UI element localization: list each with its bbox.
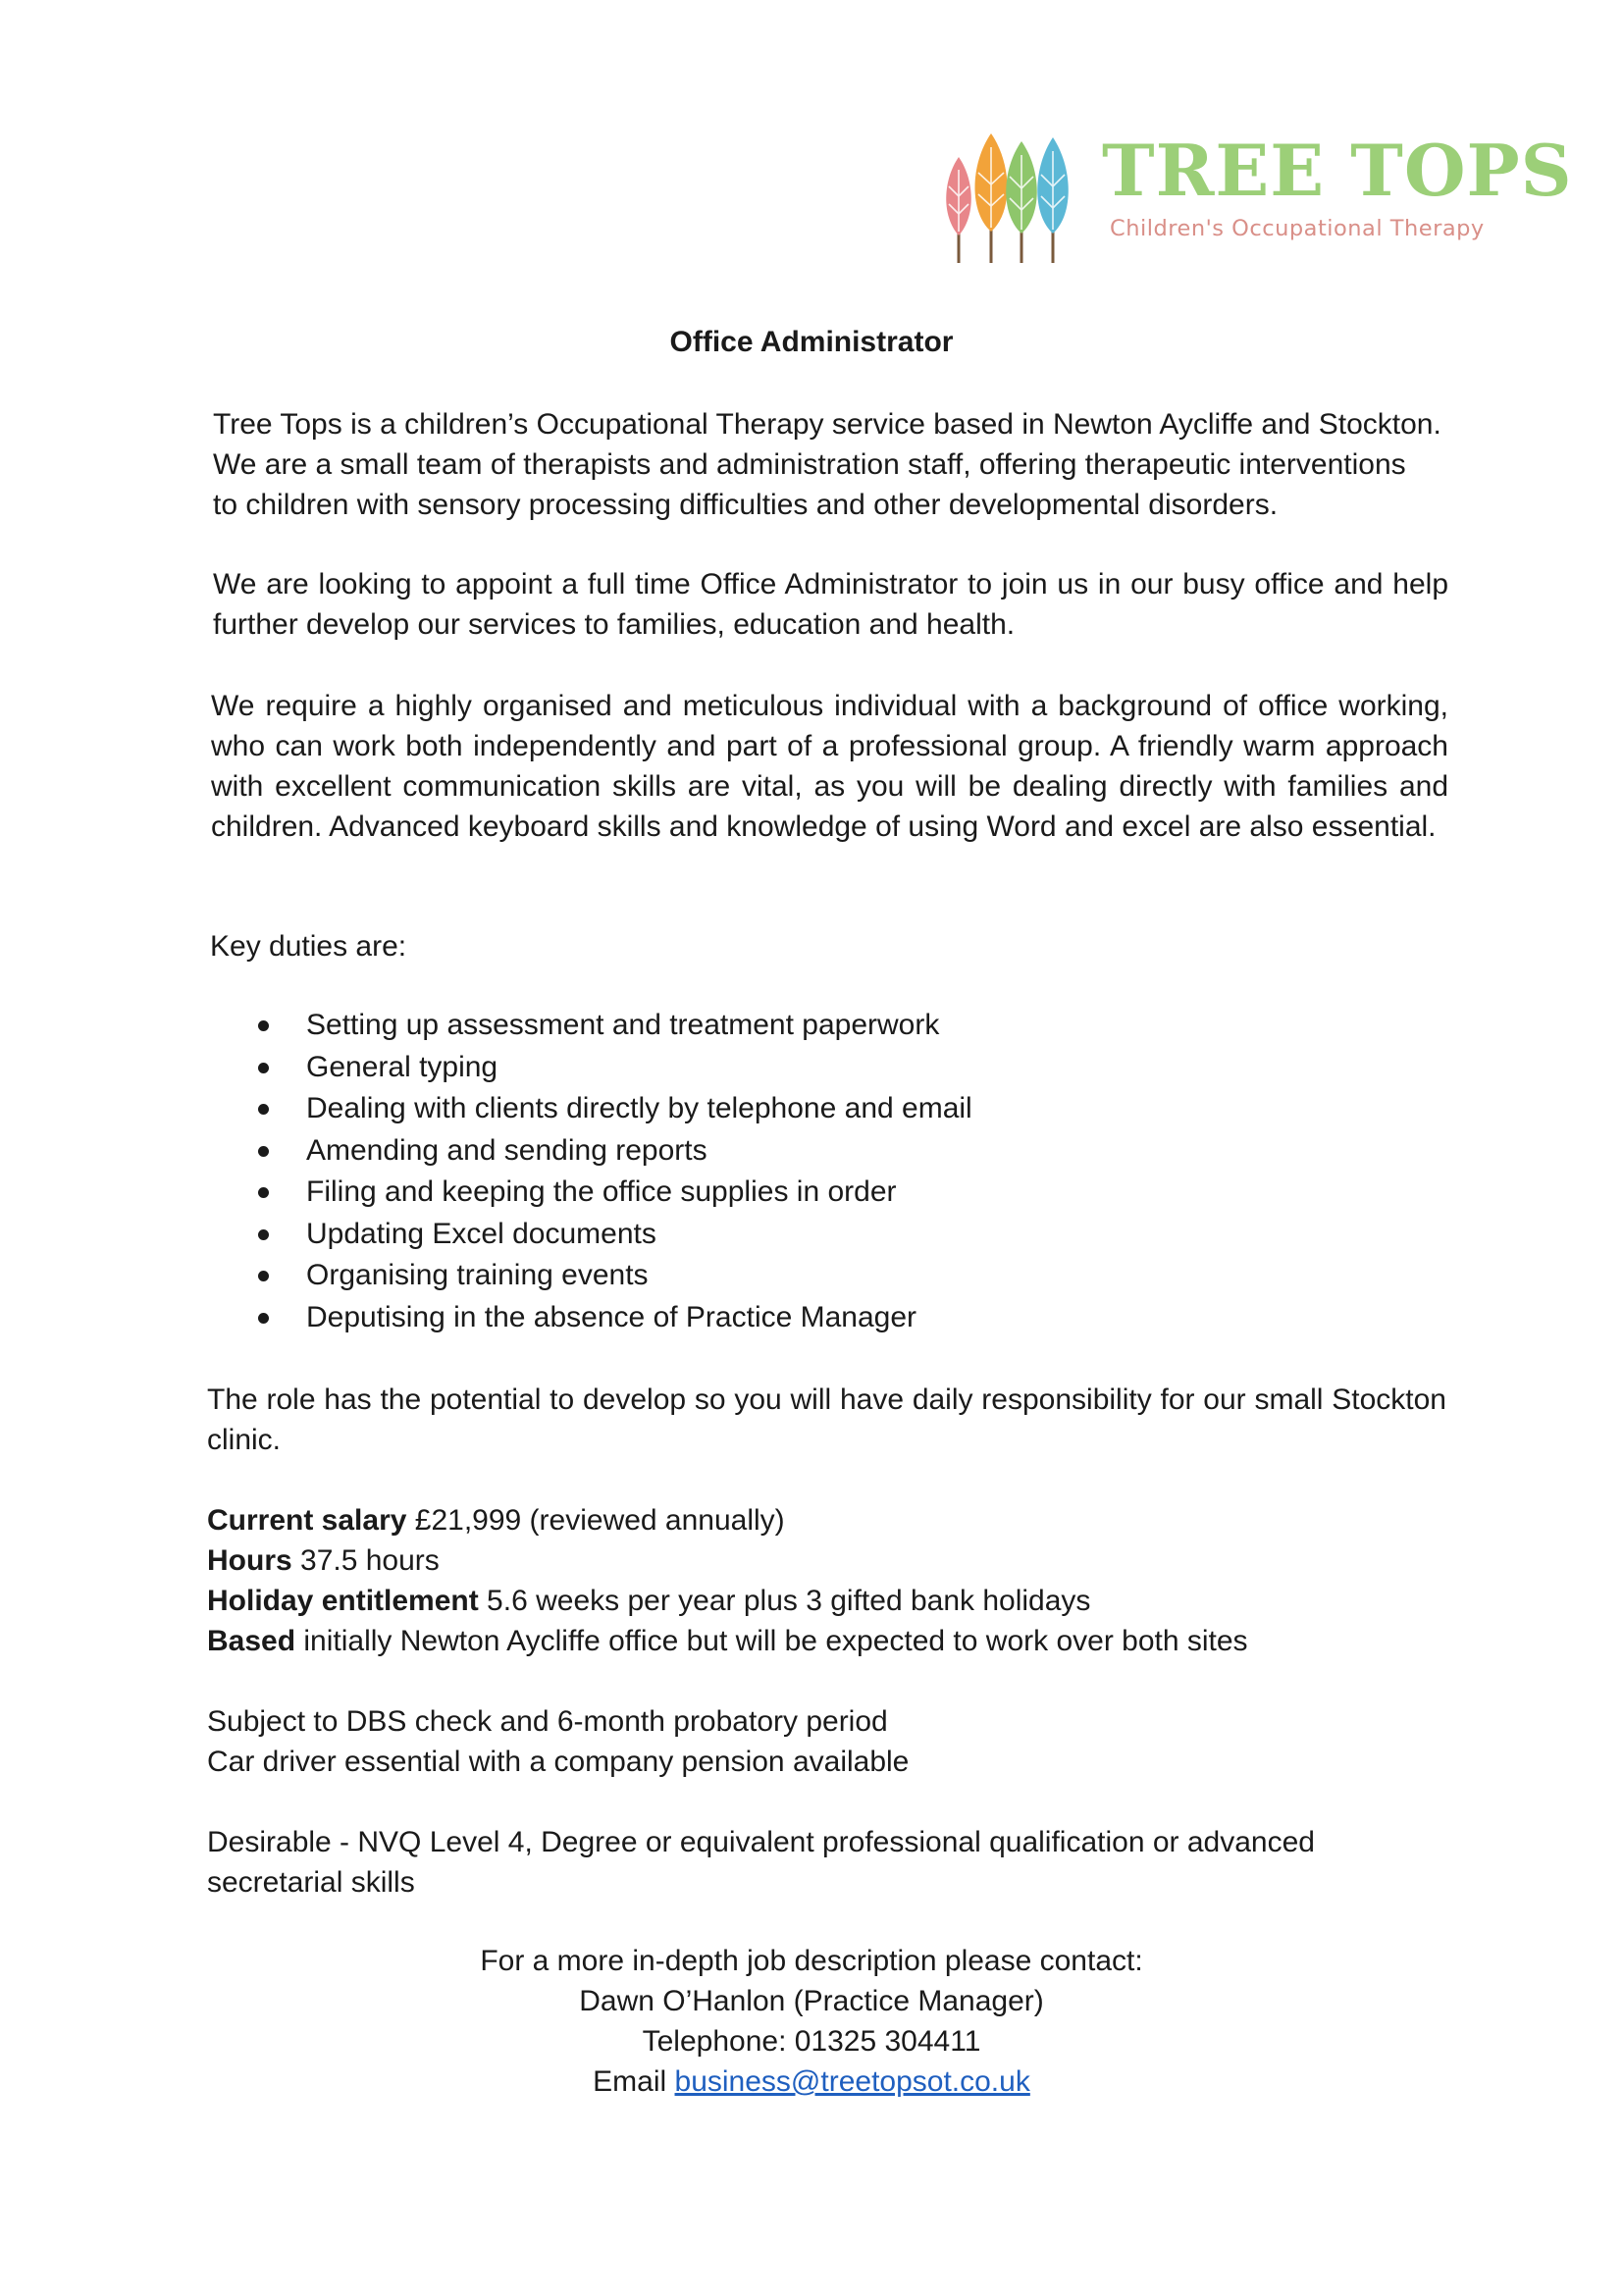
bullet-icon: [258, 1146, 269, 1157]
logo-subtitle: Children's Occupational Therapy: [1110, 216, 1485, 241]
duty-text: Setting up assessment and treatment paperwork: [306, 1009, 940, 1041]
desirable-line: secretarial skills: [207, 1866, 415, 1899]
contact-block: [0, 1941, 1623, 2102]
bullet-icon: [258, 1271, 269, 1281]
duty-text: Dealing with clients directly by telephone and email: [306, 1092, 972, 1124]
desirable: [207, 1822, 1447, 1903]
list-item: [210, 1255, 1387, 1297]
bullet-icon: [258, 1063, 269, 1073]
condition-line: Car driver essential with a company pension available: [207, 1746, 910, 1778]
salary-label: Current salary: [207, 1504, 407, 1537]
role-paragraph: The role has the potential to develop so you will have daily responsibility for our small Stockton clinic.: [207, 1383, 1446, 1456]
holiday-label: Holiday entitlement: [207, 1585, 479, 1617]
list-item: [210, 1130, 1387, 1173]
based-line: [207, 1621, 1447, 1661]
based-label: Based: [207, 1625, 296, 1657]
desirable-line: Desirable - NVQ Level 4, Degree or equivalent professional qualification or advanced: [207, 1826, 1315, 1858]
bullet-icon: [258, 1104, 269, 1115]
hours-label: Hours: [207, 1544, 292, 1577]
contact-intro: For a more in-depth job description please contact:: [480, 1945, 1143, 1977]
contact-telephone: Telephone: 01325 304411: [642, 2025, 981, 2058]
bullet-icon: [258, 1020, 269, 1031]
list-item: [210, 1214, 1387, 1256]
duty-text: Amending and sending reports: [306, 1133, 707, 1167]
salary-line: [207, 1500, 1447, 1540]
duty-text: Deputising in the absence of Practice Manager: [306, 1300, 917, 1333]
list-item: [210, 1005, 1387, 1047]
duty-text: General typing: [306, 1050, 498, 1083]
list-item: [210, 1047, 1387, 1089]
intro-line: to children with sensory processing difficulties and other developmental disorders.: [213, 489, 1279, 521]
list-item: [210, 1172, 1387, 1214]
duty-text: Updating Excel documents: [306, 1217, 656, 1250]
logo-title: TREE TOPS: [1102, 129, 1573, 212]
duty-text: Organising training events: [306, 1259, 649, 1291]
list-item: [210, 1088, 1387, 1130]
contact-email-line: [0, 2061, 1623, 2102]
salary-value: £21,999 (reviewed annually): [406, 1504, 785, 1537]
holiday-line: [207, 1581, 1447, 1621]
conditions: [207, 1701, 1447, 1782]
appoint-paragraph: We are looking to appoint a full time Office Administrator to join us in our busy office and help further develop our services to families, education and health.: [213, 568, 1448, 641]
duties-list: [210, 1005, 1387, 1338]
tree-tops-logo: [937, 126, 1573, 273]
based-value: initially Newton Aycliffe office but will be expected to work over both sites: [295, 1625, 1248, 1657]
job-details: [207, 1500, 1447, 1661]
contact-name: Dawn O’Hanlon (Practice Manager): [579, 1985, 1044, 2017]
bullet-icon: [258, 1313, 269, 1324]
bullet-icon: [258, 1187, 269, 1198]
duty-text: Filing and keeping the office supplies in order: [306, 1175, 897, 1208]
intro-line: We are a small team of therapists and administration staff, offering therapeutic interventions: [213, 448, 1406, 481]
intro-paragraph: [213, 404, 1453, 525]
email-link[interactable]: business@treetopsot.co.uk: [674, 2065, 1030, 2098]
list-item: [210, 1297, 1387, 1339]
hours-value: 37.5 hours: [291, 1544, 440, 1577]
duties-heading: Key duties are:: [210, 930, 407, 963]
holiday-value: 5.6 weeks per year plus 3 gifted bank holidays: [478, 1585, 1091, 1617]
requirements-paragraph: We require a highly organised and meticulous individual with a background of office working, who can work both independently and part of a professional group. A friendly warm approach with excellent communication skills are vital, as you will be dealing directly with families and children. Advanced keyboard skills and knowledge of using Word and excel are also essential.: [211, 690, 1448, 843]
email-label: Email: [593, 2065, 675, 2098]
trees-logo-icon: [937, 126, 1084, 273]
job-title: Office Administrator: [669, 326, 954, 358]
bullet-icon: [258, 1229, 269, 1240]
hours-line: [207, 1540, 1447, 1581]
condition-line: Subject to DBS check and 6-month probatory period: [207, 1705, 888, 1738]
intro-line: Tree Tops is a children’s Occupational Therapy service based in Newton Aycliffe and Stockton.: [213, 408, 1441, 441]
